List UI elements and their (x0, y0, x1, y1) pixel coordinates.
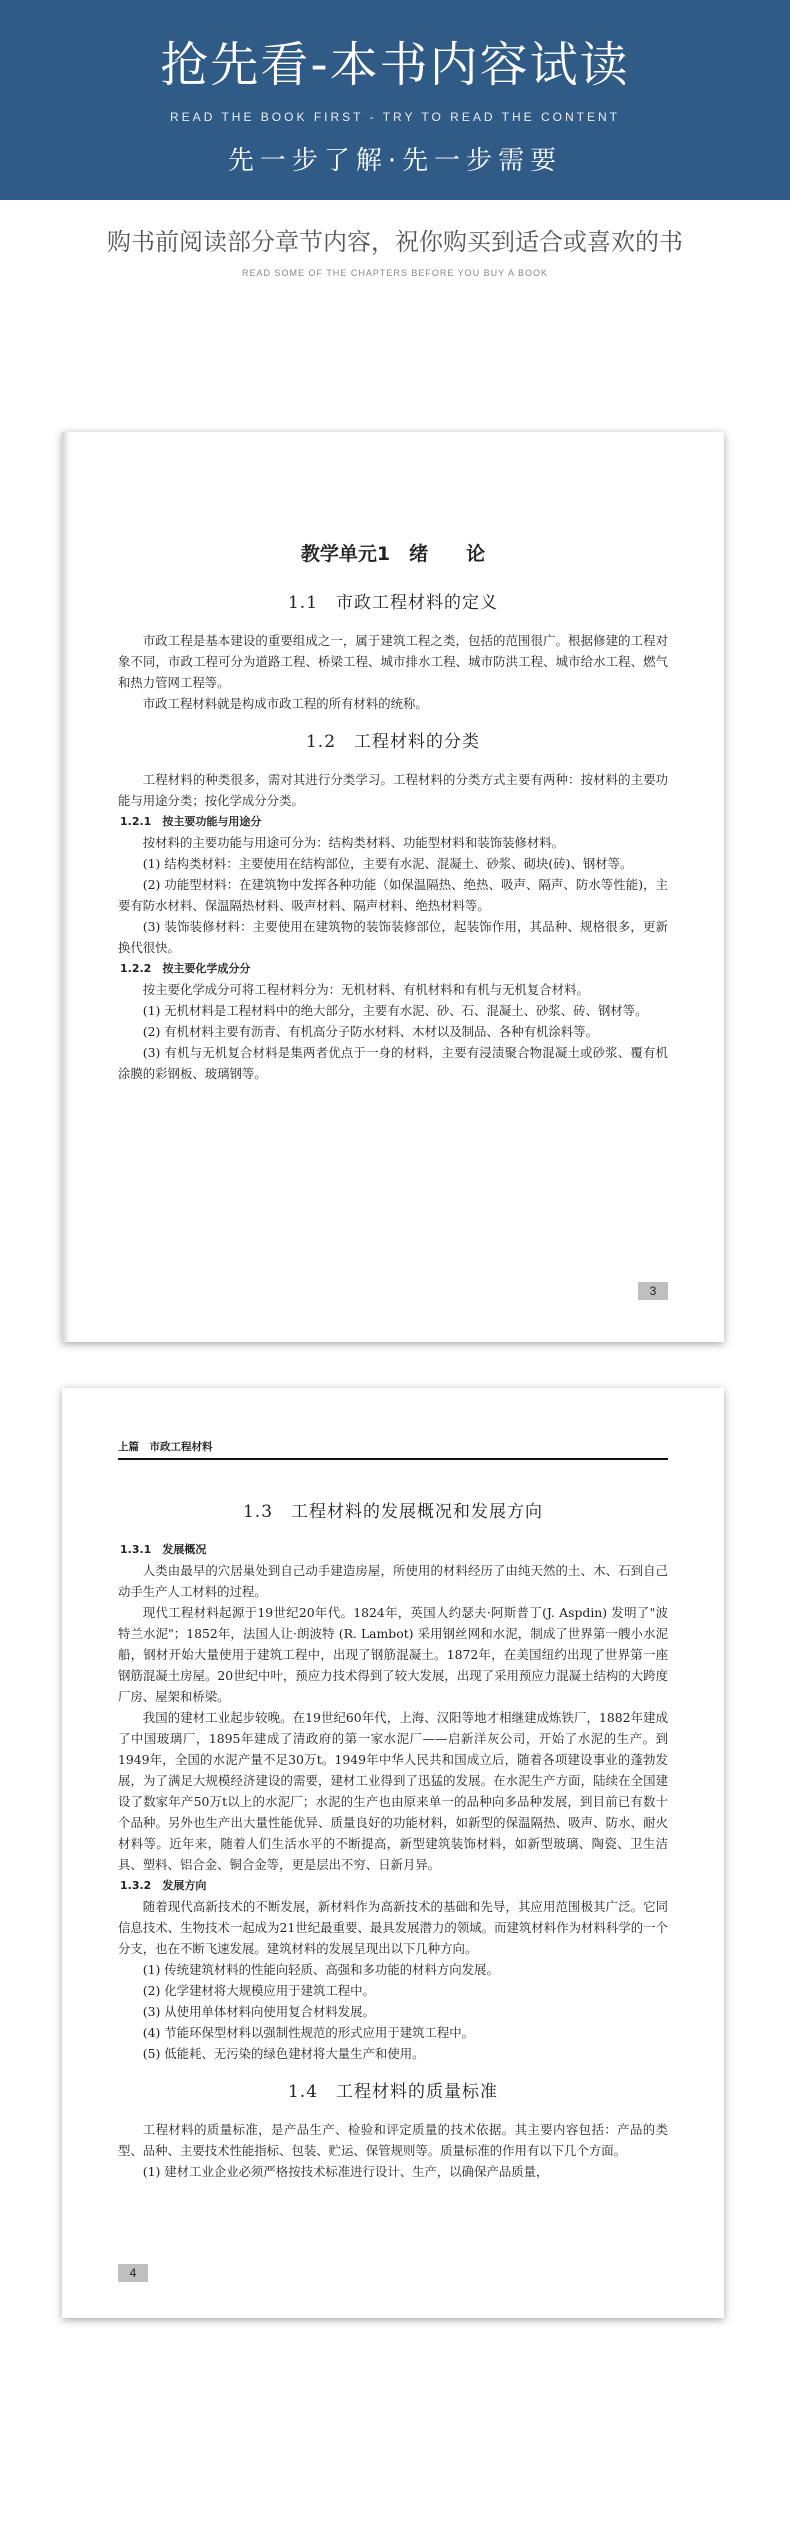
page-content (118, 544, 668, 1084)
intro-text-en: READ SOME OF THE CHAPTERS BEFORE YOU BUY A BOOK (241, 268, 549, 278)
paragraph: 现代工程材料起源于19世纪20年代。1824年，英国人约瑟夫·阿斯普丁(J. Aspdin) 发明了"波特兰水泥"；1852年，法国人让·朗波特 (R. Lambot) 采用钢丝网和水泥，制成了世界第一艘小水泥船，钢材开始大量使用于建筑工程中，出现了钢筋混凝土。1872年，在美国纽约出现了世界第一座钢筋混凝土房屋。20世纪中叶，预应力技术得到了较大发展，出现了采用预应力混凝土结构的大跨度厂房、屋架和桥梁。 (118, 1605, 668, 1704)
list-item: (1) 传统建筑材料的性能向轻质、高强和多功能的材料方向发展。 (142, 1962, 499, 1977)
subsection-heading-1-3-2: 1.3.2 发展方向 (120, 1879, 207, 1892)
book-page-3 (62, 432, 724, 1342)
section-heading-1-1: 1.1 市政工程材料的定义 (287, 593, 499, 613)
unit-title: 教学单元1 绪 论 (300, 543, 486, 565)
section-heading-1-4: 1.4 工程材料的质量标准 (287, 2082, 499, 2102)
page-content (118, 1484, 668, 2182)
section-heading-1-3: 1.3 工程材料的发展概况和发展方向 (242, 1502, 544, 1522)
list-item: (3) 从使用单体材料向使用复合材料发展。 (142, 2004, 375, 2019)
paragraph: 按材料的主要功能与用途可分为：结构类材料、功能型材料和装饰装修材料。 (142, 835, 565, 850)
paragraph: (1) 结构类材料：主要使用在结构部位，主要有水泥、混凝土、砂浆、砌块(砖)、钢材等。 (142, 856, 633, 871)
list-item: (5) 低能耗、无污染的绿色建材将大量生产和使用。 (142, 2046, 425, 2061)
running-head: 上篇 市政工程材料 (118, 1438, 668, 1460)
promo-banner (0, 0, 790, 200)
paragraph: 随着现代高新技术的不断发展，新材料作为高新技术的基础和先导，其应用范围极其广泛。它同信息技术、生物技术一起成为21世纪最重要、最具发展潜力的领域。而建筑材料作为材料科学的一个分支，也在不断飞速发展。建筑材料的发展呈现出以下几种方向。 (118, 1899, 668, 1956)
page-number: 3 (638, 1282, 668, 1300)
list-item: (4) 节能环保型材料以强制性规范的形式应用于建筑工程中。 (142, 2025, 475, 2040)
subsection-heading-1-2-1: 1.2.1 按主要功能与用途分 (120, 815, 262, 828)
paragraph: 工程材料的种类很多，需对其进行分类学习。工程材料的分类方式主要有两种：按材料的主要功能与用途分类；按化学成分分类。 (118, 772, 668, 808)
paragraph: (3) 有机与无机复合材料是集两者优点于一身的材料，主要有浸渍聚合物混凝土或砂浆、覆有机涂膜的彩钢板、玻璃钢等。 (118, 1045, 668, 1081)
paragraph: 人类由最早的穴居巢处到自己动手建造房屋，所使用的材料经历了由纯天然的土、木、石到自己动手生产人工材料的过程。 (118, 1563, 668, 1599)
paragraph: (2) 功能型材料：在建筑物中发挥各种功能（如保温隔热、绝热、吸声、隔声、防水等性能)，主要有防水材料、保温隔热材料、吸声材料、隔声材料、绝热材料等。 (118, 877, 668, 913)
subsection-heading-1-2-2: 1.2.2 按主要化学成分分 (120, 962, 251, 975)
paragraph: (2) 有机材料主要有沥青、有机高分子防水材料、木材以及制品、各种有机涂料等。 (142, 1024, 598, 1039)
paragraph: 我国的建材工业起步较晚。在19世纪60年代，上海、汉阳等地才相继建成炼铁厂，1882年建成了中国玻璃厂，1895年建成了清政府的第一家水泥厂——启新洋灰公司，开始了水泥的生产。到1949年，全国的水泥产量不足30万t。1949年中华人民共和国成立后，随着各项建设事业的蓬勃发展，为了满足大规模经济建设的需要，建材工业得到了迅猛的发展。在水泥生产方面，陆续在全国建设了数家年产50万t以上的水泥厂；水泥的生产也由原来单一的品种向多品种发展，到目前已有数十个品种。另外也生产出大量性能优异、质量良好的功能材料，如新型的保温隔热、吸声、防水、耐火材料等。近年来，随着人们生活水平的不断提高，新型建筑装饰材料，如新型玻璃、陶瓷、卫生洁具、塑料、铝合金、铜合金等，更是层出不穷、日新月异。 (118, 1710, 668, 1872)
intro-text: 购书前阅读部分章节内容，祝你购买到适合或喜欢的书 (107, 228, 683, 256)
paragraph: 按主要化学成分可将工程材料分为：无机材料、有机材料和有机与无机复合材料。 (142, 982, 589, 997)
paragraph: 工程材料的质量标准，是产品生产、检验和评定质量的技术依据。其主要内容包括：产品的类型、品种、主要技术性能指标、包装、贮运、保管规则等。质量标准的作用有以下几个方面。 (118, 2122, 668, 2158)
book-page-4 (62, 1388, 724, 2318)
paragraph: (1) 无机材料是工程材料中的绝大部分，主要有水泥、砂、石、混凝土、砂浆、砖、钢材等。 (142, 1003, 648, 1018)
page-edge-shadow (62, 432, 70, 1342)
subsection-heading-1-3-1: 1.3.1 发展概况 (120, 1543, 207, 1556)
paragraph: 市政工程材料就是构成市政工程的所有材料的统称。 (142, 696, 428, 711)
list-item: (2) 化学建材将大规模应用于建筑工程中。 (142, 1983, 375, 1998)
paragraph: (3) 装饰装修材料：主要使用在建筑物的装饰装修部位，起装饰作用，其品种、规格很多，更新换代很快。 (118, 919, 668, 955)
page-number: 4 (118, 2264, 148, 2282)
paragraph: (1) 建材工业企业必须严格按技术标准进行设计、生产，以确保产品质量， (142, 2164, 549, 2179)
paragraph: 市政工程是基本建设的重要组成之一，属于建筑工程之类，包括的范围很广。根据修建的工程对象不同，市政工程可分为道路工程、桥梁工程、城市排水工程、城市防洪工程、城市给水工程、燃气和热力管网工程等。 (118, 633, 668, 690)
banner-title: 抢先看-本书内容试读 (160, 37, 630, 93)
banner-slogan: 先一步了解·先一步需要 (227, 146, 563, 176)
banner-subtitle-en: READ THE BOOK FIRST - TRY TO READ THE CONTENT (170, 110, 620, 124)
section-heading-1-2: 1.2 工程材料的分类 (305, 732, 481, 752)
